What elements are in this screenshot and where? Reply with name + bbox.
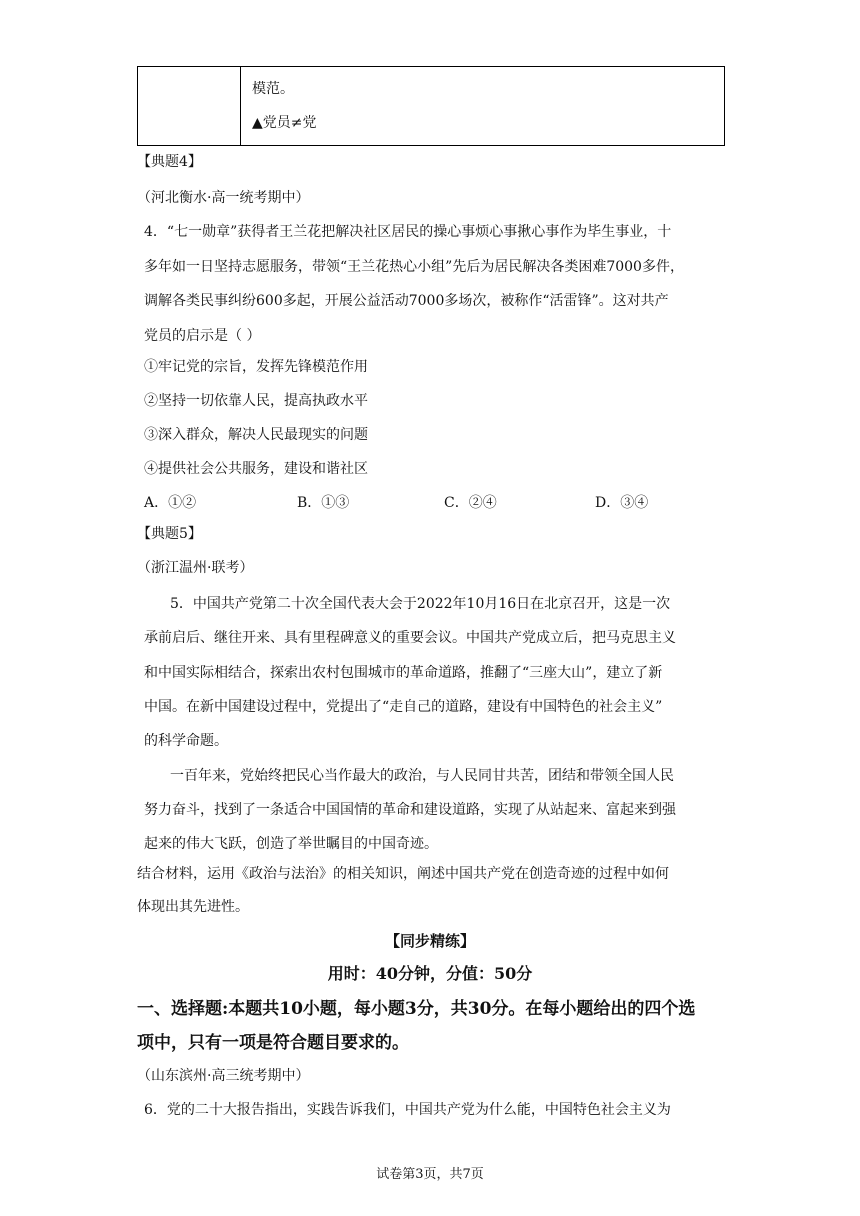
table-left-cell: [138, 67, 241, 146]
q5-question-line-2: 体现出其先进性。: [137, 899, 249, 915]
q4-item-3: ③深入群众，解决人民最现实的问题: [144, 427, 368, 443]
q5-para1-line-3: 和中国实际相结合，探索出农村包围城市的革命道路，推翻了“三座大山”，建立了新: [144, 665, 663, 681]
q5-para1-line-4: 中国。在新中国建设过程中，党提出了“走自己的道路，建设有中国特色的社会主义”: [144, 699, 663, 715]
q4-option-b: B．①③: [297, 495, 350, 511]
q5-para2-line-2: 努力奋斗，找到了一条适合中国国情的革命和建设道路，实现了从站起来、富起来到强: [144, 802, 676, 818]
q5-para1-line-2: 承前启后、继往开来、具有里程碑意义的重要会议。中国共产党成立后，把马克思主义: [144, 630, 676, 646]
q4-stem-line-4: 党员的启示是（ ）: [144, 328, 261, 344]
table-text-line-2: ▲党员≠党: [252, 115, 317, 131]
q4-option-d: D．③④: [595, 495, 649, 511]
q5-para2-line-1: 一百年来，党始终把民心当作最大的政治，与人民同甘共苦，团结和带领全国人民: [170, 768, 674, 784]
q6-stem-line-1: 6．党的二十大报告指出，实践告诉我们，中国共产党为什么能，中国特色社会主义为: [144, 1102, 671, 1118]
continued-table: [137, 66, 725, 146]
q4-option-c: C．②④: [444, 495, 497, 511]
q4-source: （河北衡水·高一统考期中）: [137, 190, 310, 206]
practice-title: 【同步精练】: [384, 932, 475, 950]
section-heading-line-2: 项中，只有一项是符合题目要求的。: [137, 1033, 409, 1053]
q4-tag: 【典题4】: [137, 154, 202, 170]
q4-stem-line-2: 多年如一日坚持志愿服务，带领“王兰花热心小组”先后为居民解决各类困难7000多件，: [144, 259, 684, 275]
q5-para1-line-5: 的科学命题。: [144, 733, 228, 749]
q4-item-2: ②坚持一切依靠人民，提高执政水平: [144, 393, 368, 409]
q5-para1-line-1: 5．中国共产党第二十次全国代表大会于2022年10月16日在北京召开，这是一次: [170, 596, 671, 612]
table-right-cell: [241, 67, 725, 146]
section-heading-line-1: 一、选择题:本题共10小题，每小题3分，共30分。在每小题给出的四个选: [137, 999, 696, 1019]
q4-item-4: ④提供社会公共服务，建设和谐社区: [144, 461, 368, 477]
q6-source: （山东滨州·高三统考期中）: [137, 1068, 310, 1084]
table-text-line-1: 模范。: [252, 81, 294, 97]
q4-option-a: A．①②: [144, 495, 197, 511]
page-footer: 试卷第3页，共7页: [376, 1167, 484, 1182]
q5-para2-line-3: 起来的伟大飞跃，创造了举世瞩目的中国奇迹。: [144, 836, 438, 852]
q4-stem-line-3: 调解各类民事纠纷600多起，开展公益活动7000多场次，被称作“活雷锋”。这对共产: [144, 293, 669, 309]
practice-time: 用时：40分钟，分值：50分: [327, 964, 533, 983]
q4-stem-line-1: 4．“七一勋章”获得者王兰花把解决社区居民的操心事烦心事揪心事作为毕生事业，十: [144, 224, 672, 240]
q4-item-1: ①牢记党的宗旨，发挥先锋模范作用: [144, 359, 368, 375]
q5-source: （浙江温州·联考）: [137, 560, 254, 576]
q5-tag: 【典题5】: [137, 526, 202, 542]
q5-question-line-1: 结合材料，运用《政治与法治》的相关知识，阐述中国共产党在创造奇迹的过程中如何: [137, 866, 669, 882]
